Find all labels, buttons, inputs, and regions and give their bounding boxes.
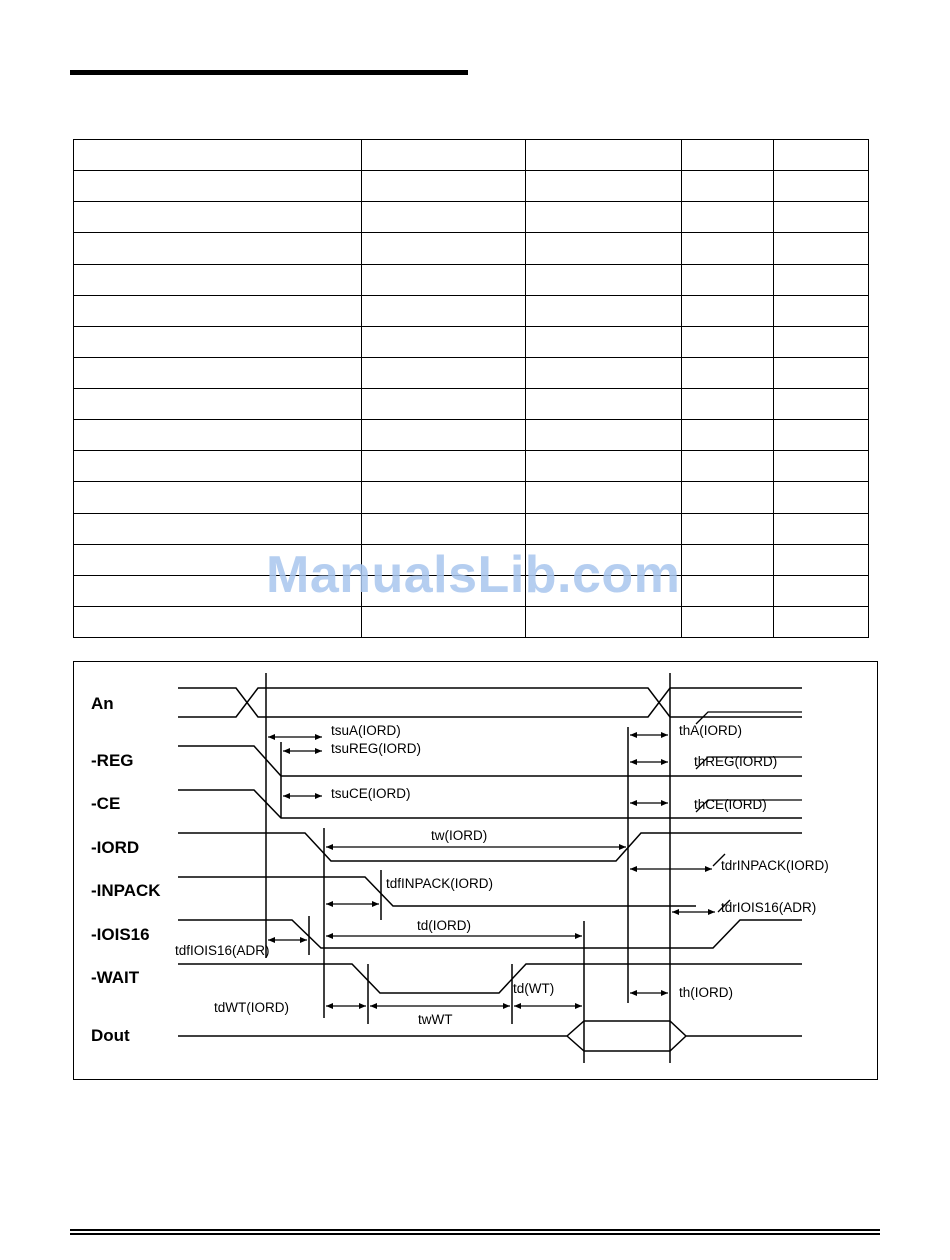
param-label-twWT: twWT — [418, 1012, 453, 1027]
param-label-tdrIOIS16: tdrIOIS16(ADR) — [721, 900, 817, 915]
signal-label-iord: -IORD — [91, 838, 140, 857]
signal-label-iois16: -IOIS16 — [91, 925, 150, 944]
signal-label-ce: -CE — [91, 794, 121, 813]
signal-label-inpack: -INPACK — [91, 881, 161, 900]
param-label-thA: thA(IORD) — [679, 723, 743, 738]
param-label-tw: tw(IORD) — [431, 828, 488, 843]
param-label-thREG: thREG(IORD) — [694, 754, 778, 769]
signal-label-dout: Dout — [91, 1026, 130, 1045]
param-label-thCE: thCE(IORD) — [694, 797, 767, 812]
footer-rule-bottom — [70, 1233, 880, 1235]
signal-label-reg: -REG — [91, 751, 134, 770]
waveform-iois16 — [178, 920, 802, 948]
param-label-td: td(IORD) — [417, 918, 471, 933]
param-label-tdrINPACK: tdrINPACK(IORD) — [721, 858, 829, 873]
param-label-tdfIOIS16: tdfIOIS16(ADR) — [175, 943, 270, 958]
signal-label-wait: -WAIT — [91, 968, 140, 987]
param-label-tsuA: tsuA(IORD) — [331, 723, 401, 738]
watermark: ManualsLib.com — [266, 546, 681, 604]
signal-label-an: An — [91, 694, 114, 713]
param-label-tdWT2: td(WT) — [513, 981, 555, 996]
waveform-dout — [178, 1021, 802, 1051]
param-label-tdWT: tdWT(IORD) — [214, 1000, 289, 1015]
param-label-th: th(IORD) — [679, 985, 733, 1000]
param-label-tsuREG: tsuREG(IORD) — [331, 741, 422, 756]
param-label-tdfINPACK: tdfINPACK(IORD) — [386, 876, 494, 891]
footer-rule-top — [70, 1229, 880, 1231]
param-label-tsuCE: tsuCE(IORD) — [331, 786, 411, 801]
